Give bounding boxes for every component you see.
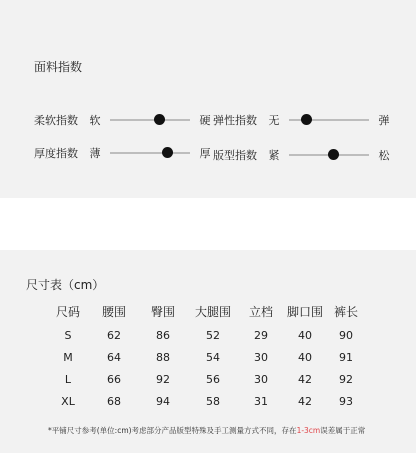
table-cell: 56 (206, 372, 220, 386)
size-cell: M (63, 350, 73, 364)
metric-name: 厚度指数 (34, 147, 78, 160)
table-cell: 68 (107, 394, 121, 408)
note-highlight: 1-3cm (296, 426, 321, 435)
table-cell: 40 (298, 350, 312, 364)
table-cell: 66 (107, 372, 121, 386)
metric-name: 弹性指数 (213, 114, 257, 127)
size-chart-title: 尺寸表（cm） (26, 278, 105, 292)
table-cell: 62 (107, 328, 121, 342)
table-cell: 90 (339, 328, 353, 342)
metric-track (110, 152, 190, 154)
column-header: 立档 (248, 304, 273, 319)
softness-index (34, 112, 212, 128)
metric-low-label: 薄 (89, 147, 101, 160)
size-cell: S (64, 328, 72, 342)
size-cell: XL (61, 394, 75, 408)
table-cell: 86 (156, 328, 170, 342)
note-text: *平铺尺寸参考(单位:cm)考虑部分产品版型特殊及手工测量方式不同，存在 (48, 426, 297, 435)
fit-index (213, 147, 391, 163)
table-cell: 30 (254, 350, 268, 364)
metric-indicator (154, 114, 165, 125)
table-row (46, 390, 366, 412)
table-cell: 42 (298, 394, 312, 408)
column-header: 裤长 (333, 304, 358, 319)
metric-indicator (328, 149, 339, 160)
table-cell: 30 (254, 372, 268, 386)
column-header: 臀围 (150, 304, 175, 319)
metric-track (289, 154, 369, 156)
table-header-row (46, 298, 366, 324)
fabric-index-panel (0, 0, 416, 198)
size-table (46, 298, 366, 412)
table-cell: 93 (339, 394, 353, 408)
metric-name: 柔软指数 (34, 114, 78, 127)
metric-track (289, 119, 369, 121)
column-header: 脚口围 (286, 304, 323, 319)
table-cell: 92 (339, 372, 353, 386)
metric-low-label: 无 (268, 114, 280, 127)
metric-high-label: 弹 (378, 114, 390, 127)
thickness-index (34, 145, 212, 161)
metric-name: 版型指数 (213, 149, 257, 162)
table-row (46, 346, 366, 368)
metric-track (110, 119, 190, 121)
table-cell: 64 (107, 350, 121, 364)
column-header: 腰围 (101, 304, 126, 319)
elasticity-index (213, 112, 391, 128)
table-cell: 94 (156, 394, 170, 408)
fabric-index-title: 面料指数 (34, 60, 83, 74)
table-cell: 40 (298, 328, 312, 342)
table-cell: 91 (339, 350, 353, 364)
table-cell: 31 (254, 394, 268, 408)
metric-low-label: 紧 (268, 149, 280, 162)
metric-high-label: 厚 (199, 147, 211, 160)
size-cell: L (64, 372, 72, 386)
table-row (46, 324, 366, 346)
metric-indicator (162, 147, 173, 158)
column-header: 大腿围 (194, 304, 231, 319)
table-row (46, 368, 366, 390)
section-divider (0, 198, 416, 250)
table-cell: 92 (156, 372, 170, 386)
column-header: 尺码 (55, 304, 80, 319)
metric-indicator (301, 114, 312, 125)
metric-low-label: 软 (89, 114, 101, 127)
table-cell: 29 (254, 328, 268, 342)
table-cell: 52 (206, 328, 220, 342)
note-text-end: 误差属于正常 (320, 426, 366, 435)
measurement-note (48, 425, 365, 436)
metric-high-label: 松 (378, 149, 390, 162)
metric-high-label: 硬 (199, 114, 211, 127)
table-cell: 54 (206, 350, 220, 364)
table-cell: 42 (298, 372, 312, 386)
table-cell: 88 (156, 350, 170, 364)
table-cell: 58 (206, 394, 220, 408)
